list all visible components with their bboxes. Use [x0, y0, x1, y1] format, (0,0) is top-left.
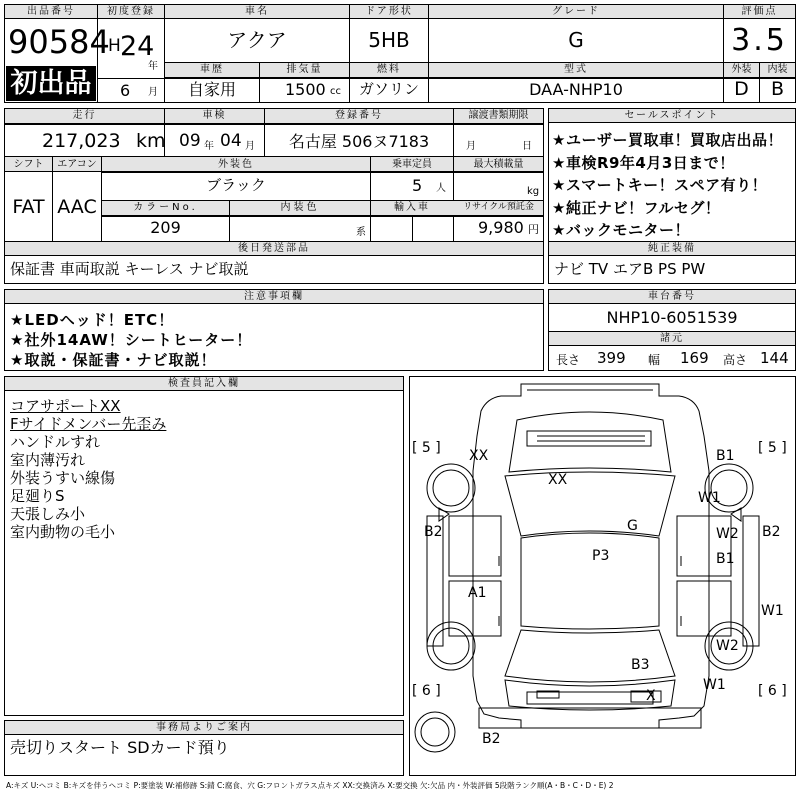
tire-rr-label: [ 6 ]	[758, 683, 787, 699]
exterior-grade: D	[734, 78, 749, 100]
height: 144	[760, 349, 789, 367]
first-listing-badge: 初出品	[6, 66, 96, 101]
door-type: 5HB	[368, 28, 410, 52]
sales-point-1: ★ユーザー買取車！買取店出品！	[552, 131, 783, 149]
history: 自家用	[187, 80, 236, 99]
inspection-month-unit: 月	[245, 141, 255, 152]
sales-point-5: ★バックモニター！	[552, 221, 690, 239]
color-no: 209	[150, 218, 181, 237]
score: 3.5	[731, 23, 788, 58]
recycle: 9,980	[478, 218, 524, 237]
door-label: ドア形状	[350, 5, 428, 19]
sales-point-4: ★純正ナビ！フルセグ！	[552, 198, 721, 217]
import-label: 輸入車	[394, 202, 430, 213]
chassis-number: NHP10-6051539	[606, 308, 738, 327]
reg-year-unit: 年	[148, 61, 158, 72]
inspector-line-8: 室内動物の毛小	[10, 523, 116, 541]
inspector-line-6: 足廻りS	[10, 487, 65, 505]
inspection-label: 車検	[202, 110, 227, 121]
transfer-day-unit: 日	[522, 141, 532, 152]
inspector-line-1: コアサポートXX	[10, 397, 121, 415]
transfer-label: 譲渡書類期限	[468, 110, 529, 121]
damage-front-left-fender: XX	[469, 448, 489, 464]
damage-windshield: G	[627, 518, 638, 534]
max-load-label: 最大積載量	[473, 159, 524, 170]
mileage-unit: km	[136, 130, 166, 152]
interior-grade-label: 内装	[767, 64, 788, 75]
interior-grade: B	[770, 78, 785, 100]
inspection-year: 09	[179, 131, 201, 151]
displacement: 1500	[285, 80, 326, 99]
shift: FAT	[12, 196, 45, 218]
office-label: 事務局よりご案内	[5, 721, 403, 735]
mileage-label: 走行	[72, 110, 97, 121]
inspection-year-unit: 年	[204, 141, 214, 152]
reg-month: 6	[120, 81, 131, 100]
equipment-text: ナビ TV エアB PS PW	[554, 260, 706, 278]
reg-label: 初度登録	[98, 5, 164, 19]
damage-roof: P3	[592, 548, 610, 564]
damage-rear-right-door-wheel: W2	[716, 638, 739, 654]
length: 399	[597, 349, 626, 367]
grade-label: グレード	[429, 5, 723, 19]
damage-front-right-door-wheel: W2	[716, 526, 739, 542]
color-no-label: カラーNo.	[133, 202, 198, 213]
lot-number: 90584	[8, 23, 110, 61]
damage-rear-right-wheel-2: W1	[703, 677, 726, 693]
fuel: ガソリン	[358, 80, 419, 98]
ext-color-label: 外装色	[218, 159, 254, 170]
damage-spare: B2	[482, 731, 501, 747]
damage-rear-plate: X	[646, 688, 656, 704]
int-color-suffix: 系	[356, 227, 366, 238]
inspector-line-4: 室内薄汚れ	[10, 451, 86, 469]
shift-label: シフト	[13, 159, 44, 170]
tire-rl-label: [ 6 ]	[412, 683, 441, 699]
recycle-label: リサイクル預託金	[463, 202, 534, 212]
recycle-unit: 円	[528, 223, 539, 236]
width: 169	[680, 349, 709, 367]
damage-front-right-wheel: W1	[698, 490, 721, 506]
inspection-month: 04	[220, 131, 242, 151]
damage-front-right-fender: B1	[716, 448, 735, 464]
score-label: 評価点	[724, 5, 795, 19]
ac-label: エアコン	[57, 159, 97, 170]
model-label: 型式	[564, 64, 588, 75]
lot-label: 出品番号	[5, 5, 97, 19]
inspector-line-7: 天張しみ小	[10, 505, 86, 523]
displacement-unit: cc	[330, 86, 341, 97]
damage-front-right-door: B1	[716, 551, 735, 567]
damage-right-rear-wheel: W1	[761, 603, 784, 619]
reg-month-unit: 月	[148, 87, 158, 98]
sales-point-2: ★車検R9年4月3日まで！	[552, 153, 735, 172]
car-name: アクア	[227, 28, 287, 52]
reg-era: H	[108, 36, 121, 56]
damage-left-side-sill: B2	[424, 524, 443, 540]
note-line-2: ★社外14AW！シートヒーター！	[10, 331, 253, 349]
note-line-3: ★取説・保証書・ナビ取説！	[10, 351, 217, 369]
mileage: 217,023	[42, 130, 121, 152]
history-label: 車歴	[200, 64, 224, 75]
followup-text: 保証書 車両取説 キーレス ナビ取説	[10, 260, 249, 278]
dims-label: 諸元	[549, 332, 795, 346]
exterior-grade-label: 外装	[731, 64, 752, 75]
ac: AAC	[57, 196, 97, 218]
displacement-label: 排気量	[286, 64, 323, 75]
damage-rear-left-door: A1	[468, 585, 487, 601]
grade: G	[568, 28, 584, 52]
chassis-label: 車台番号	[549, 290, 795, 304]
max-load-unit: kg	[527, 186, 540, 197]
inspector-line-3: ハンドルすれ	[10, 433, 101, 451]
length-label: 長さ	[556, 353, 581, 367]
inspector-label: 検査員記入欄	[5, 377, 403, 391]
notes-label: 注意事項欄	[5, 290, 543, 304]
height-label: 高さ	[723, 353, 748, 367]
inspector-line-5: 外装うすい線傷	[10, 469, 116, 487]
sales-label: セールスポイント	[549, 109, 795, 123]
sales-point-3: ★スマートキー！スペア有り！	[552, 176, 768, 194]
model: DAA-NHP10	[529, 80, 623, 99]
car-diagram	[409, 376, 796, 776]
capacity: 5	[412, 176, 423, 195]
ext-color: ブラック	[206, 176, 266, 194]
capacity-unit: 人	[436, 183, 446, 194]
legend: A:キズ U:ヘコミ B:キズを伴うヘコミ P:要塗装 W:補修跡 S:錆 C:腐食、穴 G:フロントガラス点キズ XX:交換済み X:要交換 欠:欠品 内・外装評価 5段階ランク順(A・B・C・D・E) 2	[6, 781, 614, 790]
reg-year: 24	[120, 31, 155, 62]
car-name-label: 車名	[165, 5, 349, 19]
damage-right-side-sill: B2	[762, 524, 781, 540]
int-color-label: 内装色	[280, 202, 320, 213]
plate-label: 登録番号	[335, 110, 383, 121]
capacity-label: 乗車定員	[392, 159, 432, 170]
fuel-label: 燃料	[377, 64, 401, 75]
followup-label: 後日発送部品	[5, 242, 543, 256]
inspector-line-2: Fサイドメンバー先歪み	[10, 415, 167, 433]
transfer-month-unit: 月	[466, 141, 476, 152]
damage-rear-quarter: B3	[631, 657, 650, 673]
tire-fr-label: [ 5 ]	[758, 440, 787, 456]
tire-fl-label: [ 5 ]	[412, 440, 441, 456]
plate: 名古屋 506ヌ7183	[288, 132, 430, 151]
width-label: 幅	[648, 353, 661, 367]
office-text: 売切りスタート SDカード預り	[10, 738, 230, 757]
equipment-label: 純正装備	[549, 242, 795, 256]
note-line-1: ★LEDヘッド！ETC！	[10, 311, 175, 329]
damage-hood: XX	[548, 472, 568, 488]
